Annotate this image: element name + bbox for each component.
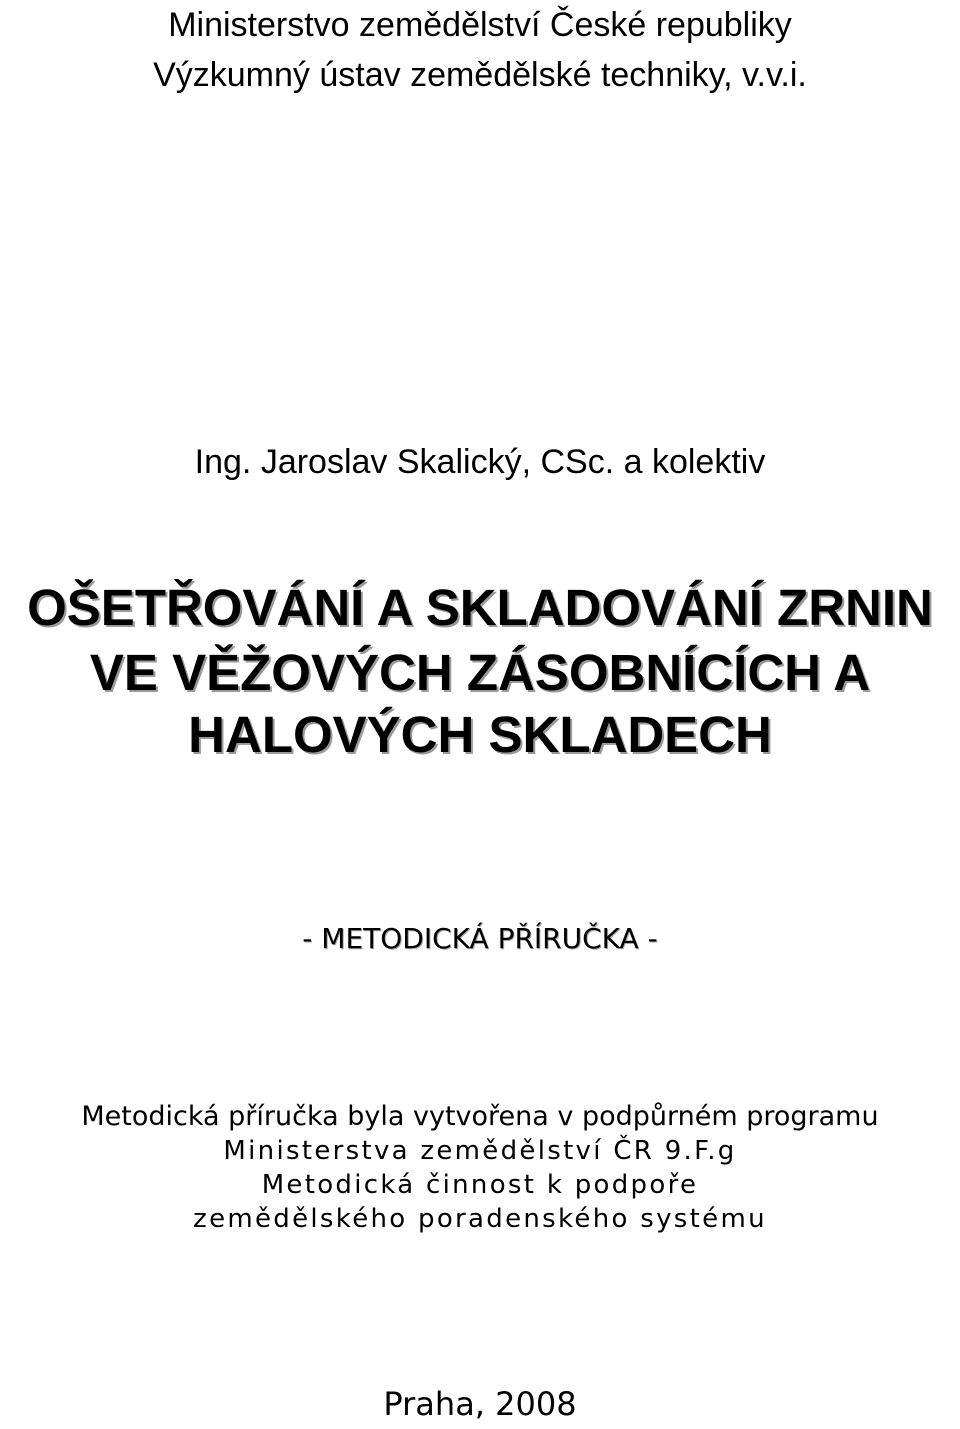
ministry-heading: Ministerstvo zemědělství České republiky bbox=[168, 6, 792, 44]
note-line-3: Metodická činnost k podpoře bbox=[261, 1170, 699, 1200]
place-and-year: Praha, 2008 bbox=[383, 1385, 577, 1423]
document-title-line-1: OŠETŘOVÁNÍ A SKLADOVÁNÍ ZRNIN bbox=[27, 579, 933, 636]
note-line-2: Ministerstva zemědělství ČR 9.F.g bbox=[223, 1136, 737, 1166]
document-title-line-3: HALOVÝCH SKLADECH bbox=[188, 706, 772, 763]
institute-heading: Výzkumný ústav zemědělské techniky, v.v.i. bbox=[153, 56, 807, 94]
document-subtitle: - METODICKÁ PŘÍRUČKA - bbox=[302, 922, 658, 955]
note-line-1: Metodická příručka byla vytvořena v podpůrném programu bbox=[81, 1101, 879, 1132]
author-line: Ing. Jaroslav Skalický, CSc. a kolektiv bbox=[194, 443, 766, 481]
document-title-line-2: VE VĚŽOVÝCH ZÁSOBNÍCÍCH A bbox=[89, 644, 871, 701]
note-line-4: zemědělského poradenského systému bbox=[193, 1204, 767, 1234]
